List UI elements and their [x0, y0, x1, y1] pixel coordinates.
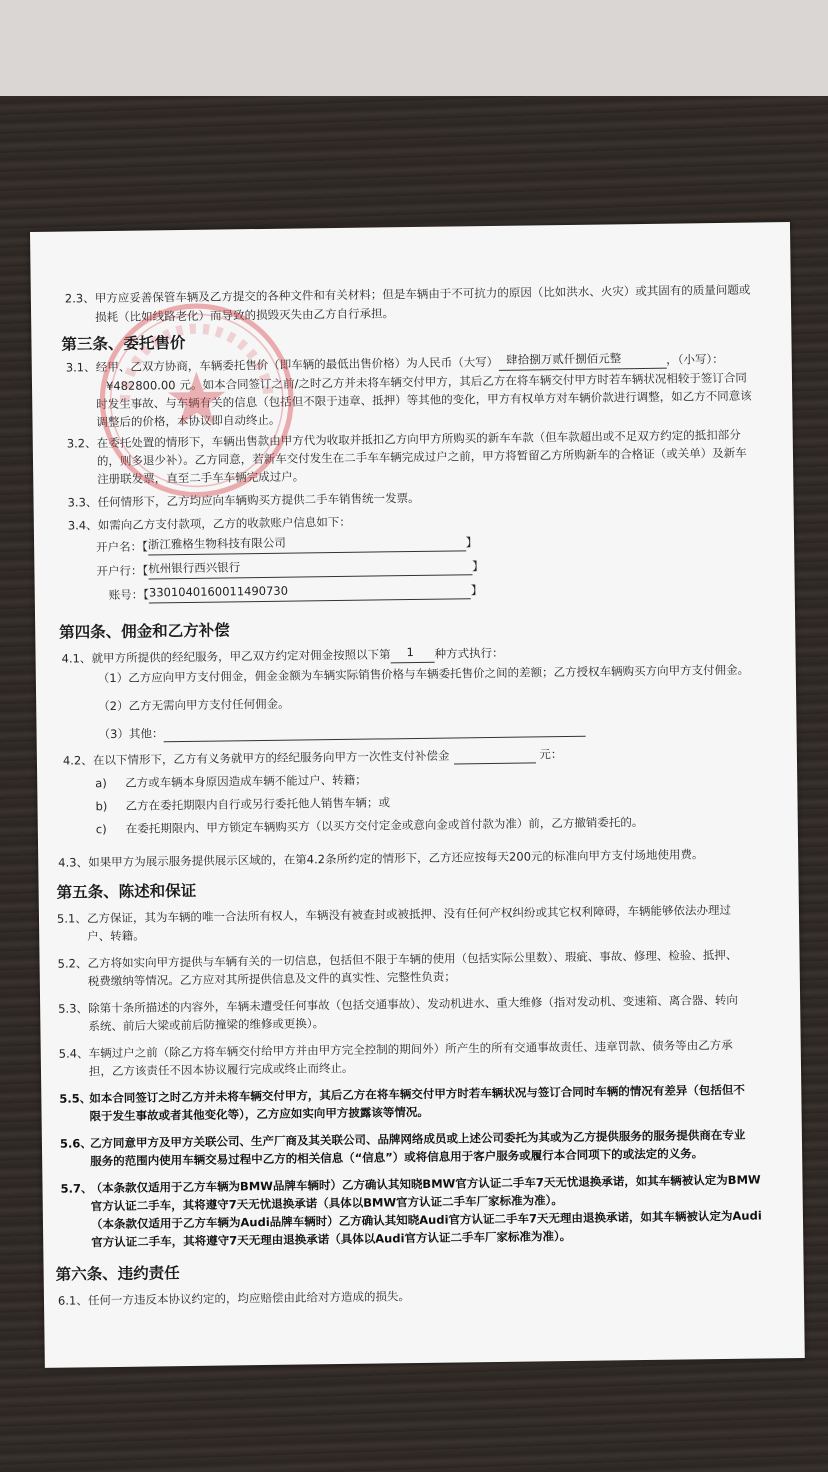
option-field	[390, 647, 434, 664]
clause-5-4-line2: 担，乙方该责任不因本协议履行完成或终止而终止。	[88, 1060, 354, 1079]
clause-5-3-line2: 系统、前后大梁或前后防撞梁的维修或更换）。	[88, 1016, 325, 1034]
clause-5-3-num: 5.3、	[58, 1001, 89, 1016]
clause-2-3-line1: 甲方应妥善保管车辆及乙方提交的各种文件和有关材料；但是车辆由于不可抗力的原因（比如洪水、火灾）或其固有的质量问题或	[94, 282, 751, 306]
clause-5-1-line1: 乙方保证，其为车辆的唯一合法所有权人，车辆没有被查封或被抵押、没有任何产权纠纷或其它权利障碍，车辆能够依法办理过	[86, 902, 732, 926]
clause-6-1-num: 6.1、	[57, 1293, 88, 1308]
clause-5-5-line1: 如本合同签订之时乙方并未将车辆交付甲方，其后乙方在将车辆交付甲方时若车辆状况与签订合同时车辆的情况有差异（包括但不	[89, 1082, 745, 1106]
clause-3-3-num: 3.3、	[67, 495, 98, 510]
clause-3-1-line2: ¥482800.00 元。如本合同签订之前/之时乙方并未将车辆交付甲方，其后乙方在将车辆交付甲方时若车辆状况相较于签订合同	[105, 370, 747, 394]
clause-5-2-line1: 乙方将如实向甲方提供与车辆有关的一切信息，包括但不限于车辆的使用（包括实际公里数）、瑕疵、事故、修理、检验、抵押、	[87, 947, 738, 971]
account-no-field	[149, 583, 471, 603]
account-no-value: 3301040160011490730	[148, 583, 289, 600]
bank-field	[148, 559, 472, 579]
background-wall	[0, 0, 828, 108]
amount-number: ¥482800.00	[105, 378, 176, 394]
clause-4-1-num: 4.1、	[61, 651, 92, 666]
clause-5-4-line1: 车辆过户之前（除乙方将车辆交付给甲方并由甲方完全控制的期间外）所产生的所有交通事故责任、违章罚款、债务等由乙方承	[88, 1037, 733, 1061]
clause-4-2-item-b: 乙方在委托期限内自行或另行委托他人销售车辆；或	[125, 795, 391, 813]
clause-4-2-num: 4.2、	[62, 753, 93, 768]
clause-4-1-opt3: （3）其他：	[98, 719, 585, 743]
clause-5-7-line2: 官方认证二手车，其将遵守7天无忧退换承诺（具体以BMW官方认证二手车厂家标准为准）。	[90, 1193, 563, 1214]
option-value: 1	[406, 645, 414, 660]
clause-4-3-num: 4.3、	[58, 855, 89, 870]
clause-5-2-line2: 税费缴纳等情况。乙方应对其所提供信息及文件的真实性、完整性负责；	[87, 969, 456, 989]
clause-3-1-num: 3.1、	[65, 360, 96, 375]
article-3-heading: 第三条、委托售价	[61, 333, 186, 354]
clause-5-1-line2: 户、转籍。	[87, 928, 145, 944]
clause-3-4-line1: 如需向乙方支付款项，乙方的收款账户信息如下：	[97, 514, 351, 533]
clause-3-2-line3: 注册联发票，直至二手车车辆完成过户。	[97, 469, 305, 487]
clause-3-2-line2: 的，则多退少补）。乙方同意，若新车交付发生在二手车车辆完成过户之前，甲方将暂留乙方所购新车的合格证（或关单）及新车	[96, 445, 747, 469]
clause-3-1-line3: 时发生事故、与车辆有关的信息（包括但不限于违章、抵押）等其他的变化，甲方有权单方对车辆价款进行调整，如乙方不同意该	[96, 388, 752, 412]
clause-5-6-num: 5.6、	[59, 1136, 92, 1151]
clause-5-7-num: 5.7、	[60, 1181, 93, 1196]
clause-4-2-item-a-label: a)	[95, 776, 107, 791]
bank-row: 开户行：【 杭州银行西兴银行 】	[96, 559, 484, 579]
clause-5-5-line2: 限于发生事故或者其他变化等），乙方应如实向甲方披露该等情况。	[89, 1104, 429, 1124]
amount-words-field	[498, 353, 666, 371]
clause-5-4-num: 5.4、	[58, 1046, 89, 1061]
clause-3-2-num: 3.2、	[66, 436, 97, 451]
clause-2-3-line2: 损耗（比如线路老化）而导致的损毁灭失由乙方自行承担。	[95, 306, 395, 325]
clause-4-1-opt2: （2）乙方无需向甲方支付任何佣金。	[98, 696, 290, 714]
clause-3-2-line1: 在委托处置的情形下，车辆出售款由甲方代为收取并抵扣乙方向甲方所购买的新车车款（但车款超出或不足双方约定的抵扣部分	[96, 427, 741, 451]
contract-page	[30, 222, 805, 1368]
clause-5-5-num: 5.5、	[59, 1091, 92, 1106]
clause-2-3-num: 2.3、	[64, 291, 95, 306]
clause-4-2-item-b-label: b)	[95, 799, 108, 814]
clause-5-7-line3: （本条款仅适用于乙方车辆为Audi品牌车辆时）乙方确认其知晓Audi官方认证二手车7天无理由退换承诺，如其车辆被认定为Audi	[90, 1208, 762, 1232]
clause-5-6-line1: 乙方同意甲方及甲方关联公司、生产厂商及其关联公司、品牌网络成员或上述公司委托为其或为乙方提供服务的服务提供商在专业	[89, 1127, 746, 1151]
clause-5-3-line1: 除第十条所描述的内容外，车辆未遭受任何事故（包括交通事故）、发动机进水、重大维修（指对发动机、变速箱、离合器、转向	[88, 992, 738, 1016]
clause-5-2-num: 5.2、	[57, 956, 88, 971]
clause-4-3-line1: 如果甲方为展示服务提供展示区域的，在第4.2条所约定的情形下，乙方还应按每天200元的标准向甲方支付场地使用费。	[88, 847, 704, 870]
clause-5-6-line2: 服务的范围内使用车辆交易过程中乙方的相关信息（“信息”）或将信息用于客户服务或履行本合同项下的或法定的义务。	[90, 1146, 704, 1169]
clause-6-1-line1: 任何一方违反本协议约定的，均应赔偿由此给对方造成的损失。	[87, 1289, 411, 1308]
clause-5-1-num: 5.1、	[56, 911, 87, 926]
clause-5-7-line4: 官方认证二手车，其将遵守7天无理由退换承诺（具体以Audi官方认证二手车厂家标准为准）。	[91, 1229, 572, 1250]
compensation-field	[453, 747, 535, 764]
article-5-heading: 第五条、陈述和保证	[56, 881, 197, 902]
account-no-row: 账号：【 3301040160011490730 】	[108, 583, 483, 602]
article-4-heading: 第四条、佣金和乙方补偿	[59, 621, 230, 642]
clause-3-4-num: 3.4、	[67, 518, 98, 533]
clause-5-7-line1: （本条款仅适用于乙方车辆为BMW品牌车辆时）乙方确认其知晓BMW官方认证二手车7天无忧退换承诺，如其车辆被认定为BMW	[90, 1172, 761, 1196]
amount-words: 肆拾捌万贰仟捌佰元整	[506, 351, 622, 367]
clause-3-3-line1: 任何情形下，乙方均应向车辆购买方提供二手车销售统一发票。	[97, 490, 420, 510]
clause-4-2-item-a: 乙方或车辆本身原因造成车辆不能过户、转籍；	[125, 772, 367, 790]
clause-4-2-item-c: 在委托期限内、甲方锁定车辆购买方（以买方交付定金或意向金或首付款为准）前，乙方撤销委托的。	[125, 815, 644, 836]
clause-3-1-line1: 经甲、乙双方协商，车辆委托售价（即车辆的最低出售价格）为人民币（大写） 肆拾捌万贰仟捌佰元整 ，（小写）：	[95, 351, 724, 375]
account-name-field	[148, 535, 466, 555]
account-name-row: 开户名：【 浙江雅格生物科技有限公司 】	[96, 535, 478, 555]
clause-4-2-item-c-label: c)	[95, 822, 107, 837]
article-6-heading: 第六条、违约责任	[55, 1264, 180, 1284]
clause-4-1-opt1: （1）乙方应向甲方支付佣金，佣金金额为车辆实际销售价格与车辆委托售价之间的差额；乙方授权车辆购买方向甲方支付佣金。	[97, 662, 750, 686]
account-name-value: 浙江雅格生物科技有限公司	[147, 535, 286, 552]
clause-4-1-line1: 就甲方所提供的经纪服务，甲乙双方约定对佣金按照以下第 1 种方式执行：	[91, 645, 504, 666]
other-field	[163, 721, 585, 743]
clause-4-2-line1: 在以下情形下，乙方有义务就甲方的经纪服务向甲方一次性支付补偿金 元：	[92, 747, 563, 768]
bank-value: 杭州银行西兴银行	[148, 560, 241, 576]
clause-3-1-line4: 调整后的价格，本协议即自动终止。	[96, 412, 281, 430]
